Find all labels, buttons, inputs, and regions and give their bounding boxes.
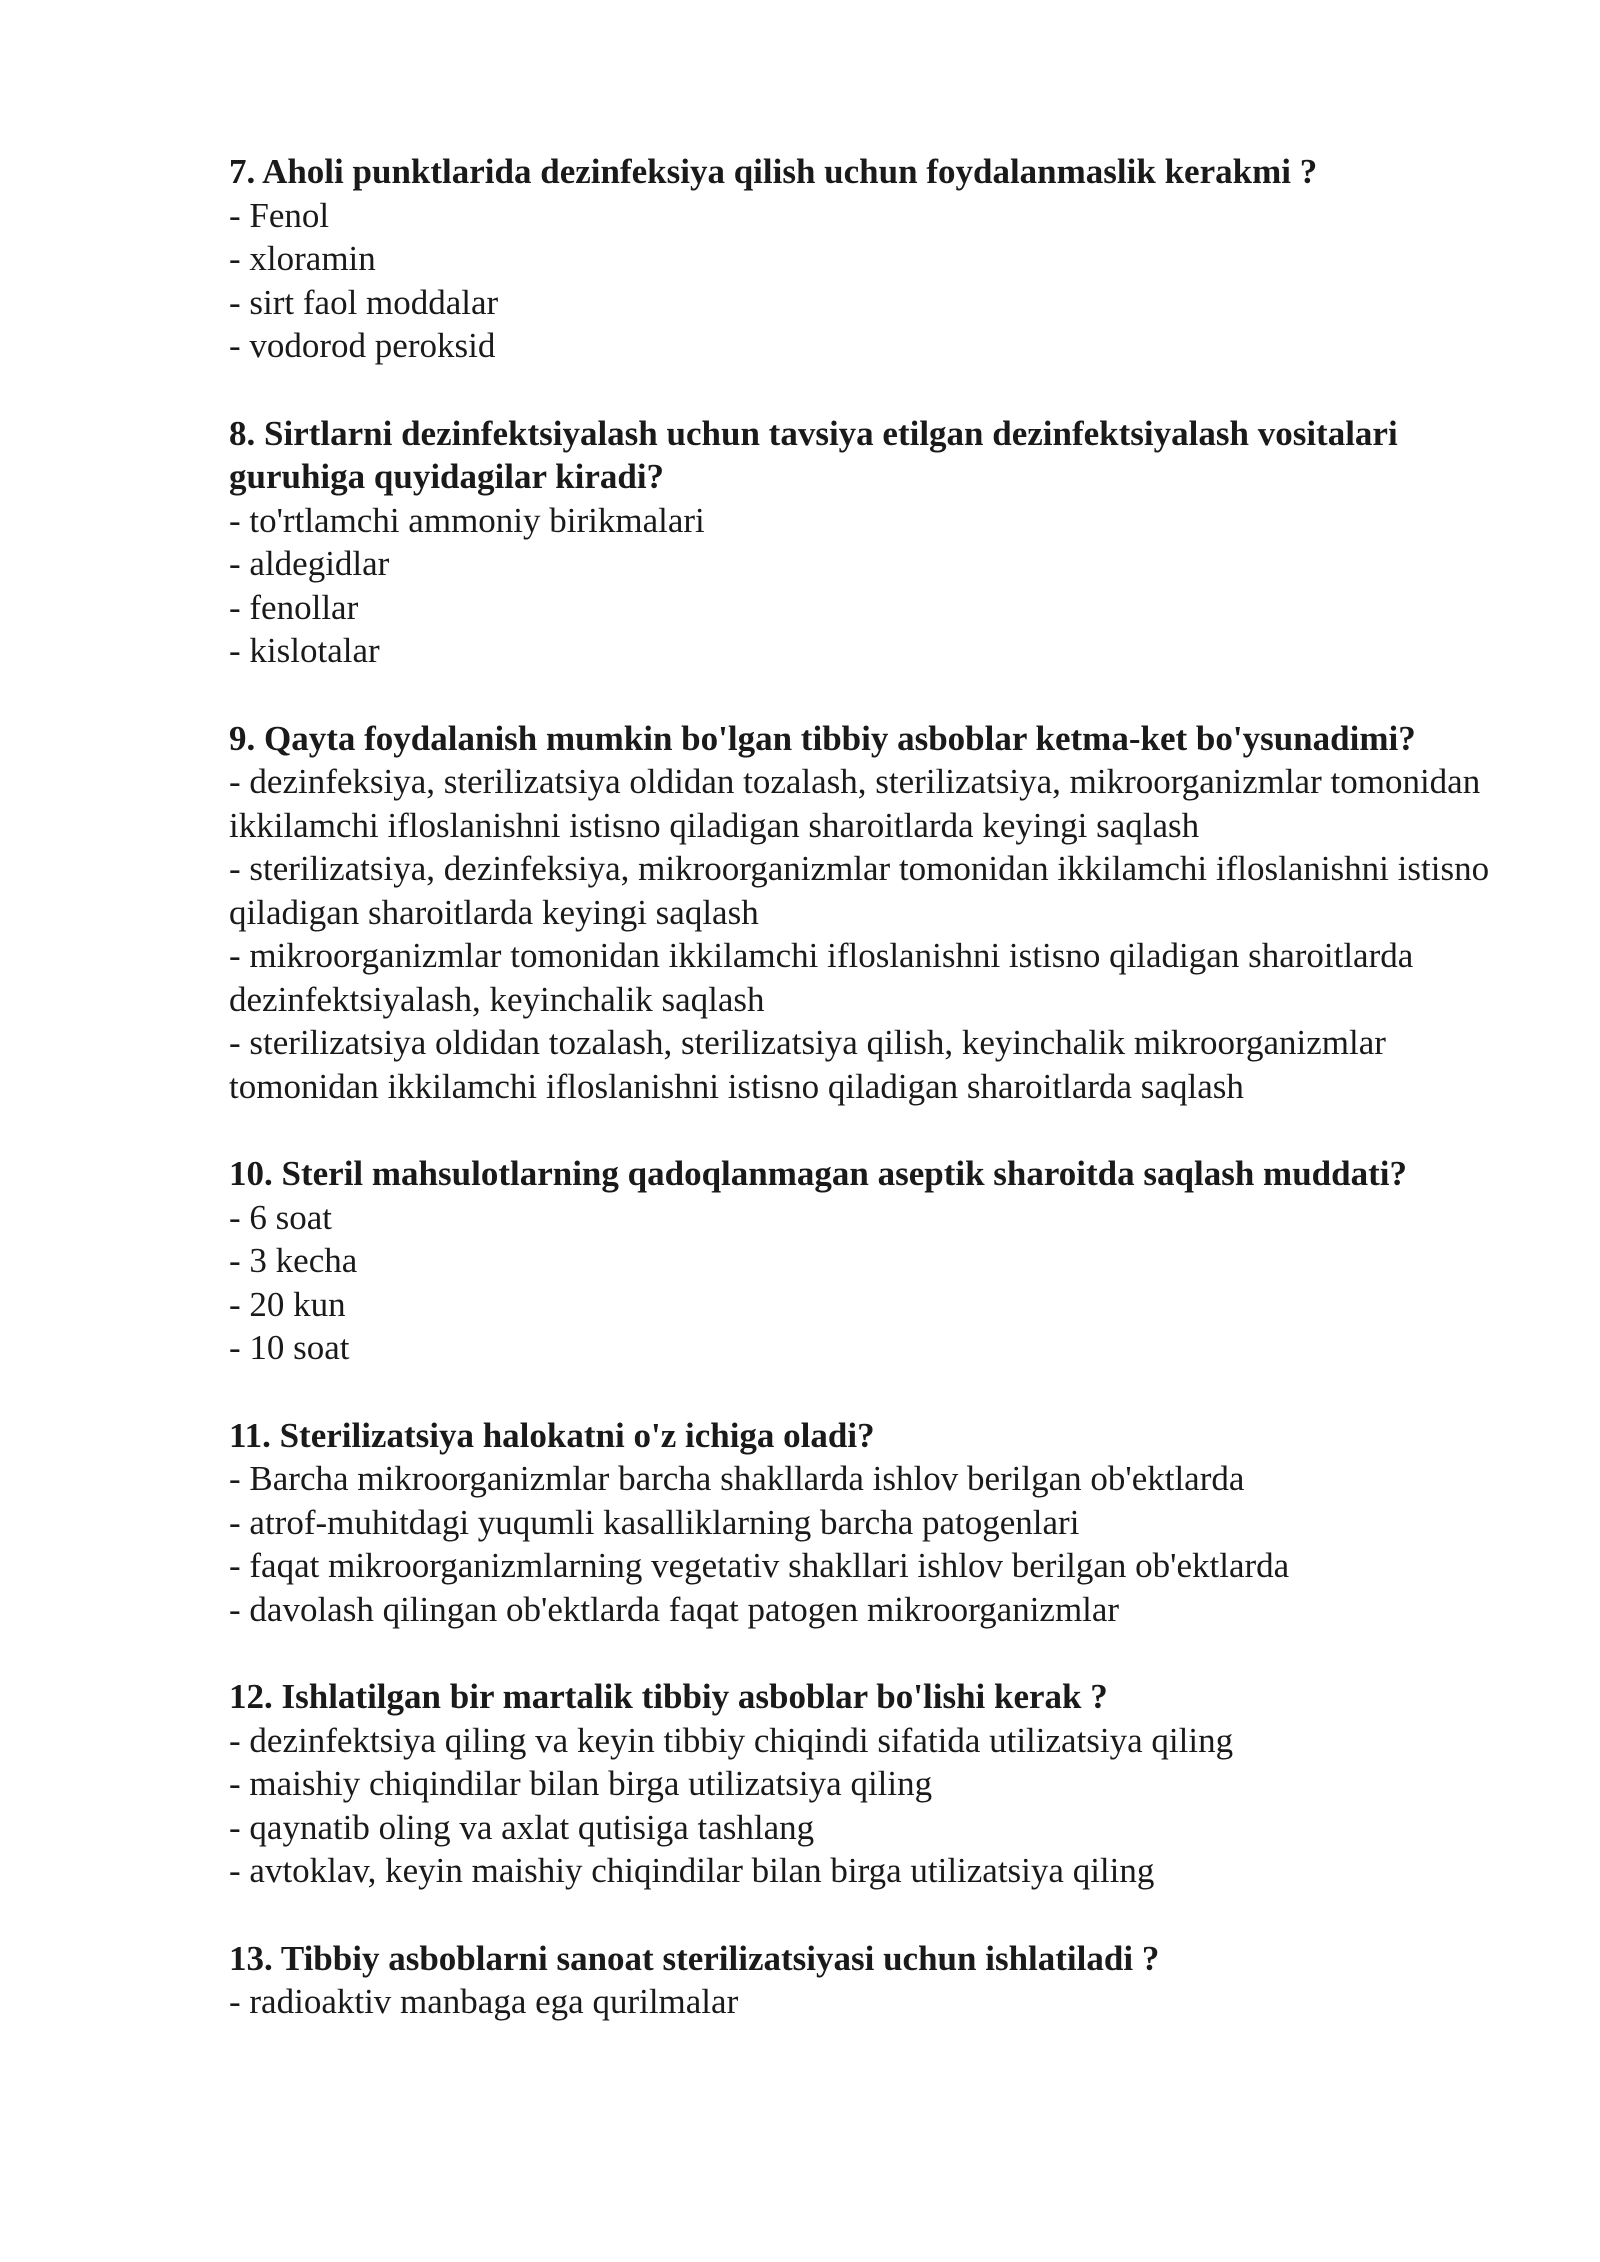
question-13 (229, 1937, 1519, 2024)
answer-option: - mikroorganizmlar tomonidan ikkilamchi ifloslanishni istisno qiladigan sharoitlarda dezinfektsiyalash, keyinchalik saqlash (229, 936, 1414, 1019)
answer-option: - aldegidlar (229, 544, 390, 583)
answer-option: - 3 kecha (229, 1241, 358, 1280)
document-page (229, 150, 1519, 2068)
answer-option: - dezinfeksiya, sterilizatsiya oldidan tozalash, sterilizatsiya, mikroorganizmlar tomonidan ikkilamchi ifloslanishni istisno qiladigan sharoitlarda keyingi saqlash (229, 762, 1481, 845)
question-11 (229, 1414, 1519, 1632)
answer-option: - 10 soat (229, 1328, 350, 1367)
answer-option: - xloramin (229, 239, 376, 278)
answer-list (229, 499, 1519, 673)
answer-option: - 20 kun (229, 1284, 346, 1324)
answer-option: - sterilizatsiya oldidan tozalash, sterilizatsiya qilish, keyinchalik mikroorganizmlar tomonidan ikkilamchi ifloslanishni istisno qiladigan sharoitlarda saqlash (229, 1023, 1386, 1106)
answer-option: - qaynatib oling va axlat qutisiga tashlang (229, 1807, 815, 1847)
question-7 (229, 150, 1519, 368)
answer-option: - sirt faol moddalar (229, 282, 499, 322)
question-title: 7. Aholi punktlarida dezinfeksiya qilish uchun foydalanmaslik kerakmi ? (229, 152, 1318, 191)
answer-list (229, 1457, 1519, 1631)
answer-option: - Barcha mikroorganizmlar barcha shakllarda ishlov berilgan ob'ektlarda (229, 1459, 1245, 1498)
answer-option: - avtoklav, keyin maishiy chiqindilar bilan birga utilizatsiya qiling (229, 1851, 1155, 1890)
question-title: 8. Sirtlarni dezinfektsiyalash uchun tavsiya etilgan dezinfektsiyalash vositalari guruhiga quyidagilar kiradi? (229, 413, 1398, 496)
answer-list (229, 1719, 1519, 1893)
question-12 (229, 1675, 1519, 1893)
answer-option: - atrof-muhitdagi yuqumli kasalliklarning barcha patogenlari (229, 1502, 1080, 1542)
answer-list (229, 194, 1519, 368)
answer-option: - maishiy chiqindilar bilan birga utilizatsiya qiling (229, 1764, 933, 1803)
answer-list (229, 760, 1519, 1108)
answer-list (229, 1980, 1519, 2024)
answer-option: - radioaktiv manbaga ega qurilmalar (229, 1982, 739, 2021)
answer-option: - sterilizatsiya, dezinfeksiya, mikroorganizmlar tomonidan ikkilamchi ifloslanishni istisno qiladigan sharoitlarda keyingi saqlash (229, 849, 1490, 932)
question-title: 12. Ishlatilgan bir martalik tibbiy asboblar bo'lishi kerak ? (229, 1677, 1108, 1716)
question-title: 11. Sterilizatsiya halokatni o'z ichiga oladi? (229, 1415, 875, 1455)
answer-option: - kislotalar (229, 631, 380, 670)
question-title: 10. Steril mahsulotlarning qadoqlanmagan aseptik sharoitda saqlash muddati? (229, 1154, 1407, 1193)
question-title: 13. Tibbiy asboblarni sanoat sterilizatsiyasi uchun ishlatiladi ? (229, 1938, 1160, 1978)
answer-option: - to'rtlamchi ammoniy birikmalari (229, 500, 705, 540)
answer-option: - davolash qilingan ob'ektlarda faqat patogen mikroorganizmlar (229, 1589, 1120, 1629)
answer-option: - 6 soat (229, 1197, 333, 1237)
answer-option: - dezinfektsiya qiling va keyin tibbiy chiqindi sifatida utilizatsiya qiling (229, 1720, 1234, 1760)
question-9 (229, 717, 1519, 1109)
question-10 (229, 1152, 1519, 1370)
answer-option: - Fenol (229, 195, 330, 235)
answer-option: - faqat mikroorganizmlarning vegetativ shakllari ishlov berilgan ob'ektlarda (229, 1546, 1290, 1585)
answer-list (229, 1196, 1519, 1370)
answer-option: - vodorod peroksid (229, 326, 496, 365)
answer-option: - fenollar (229, 587, 359, 627)
question-8 (229, 412, 1519, 673)
question-title: 9. Qayta foydalanish mumkin bo'lgan tibbiy asboblar ketma-ket bo'ysunadimi? (229, 718, 1416, 758)
